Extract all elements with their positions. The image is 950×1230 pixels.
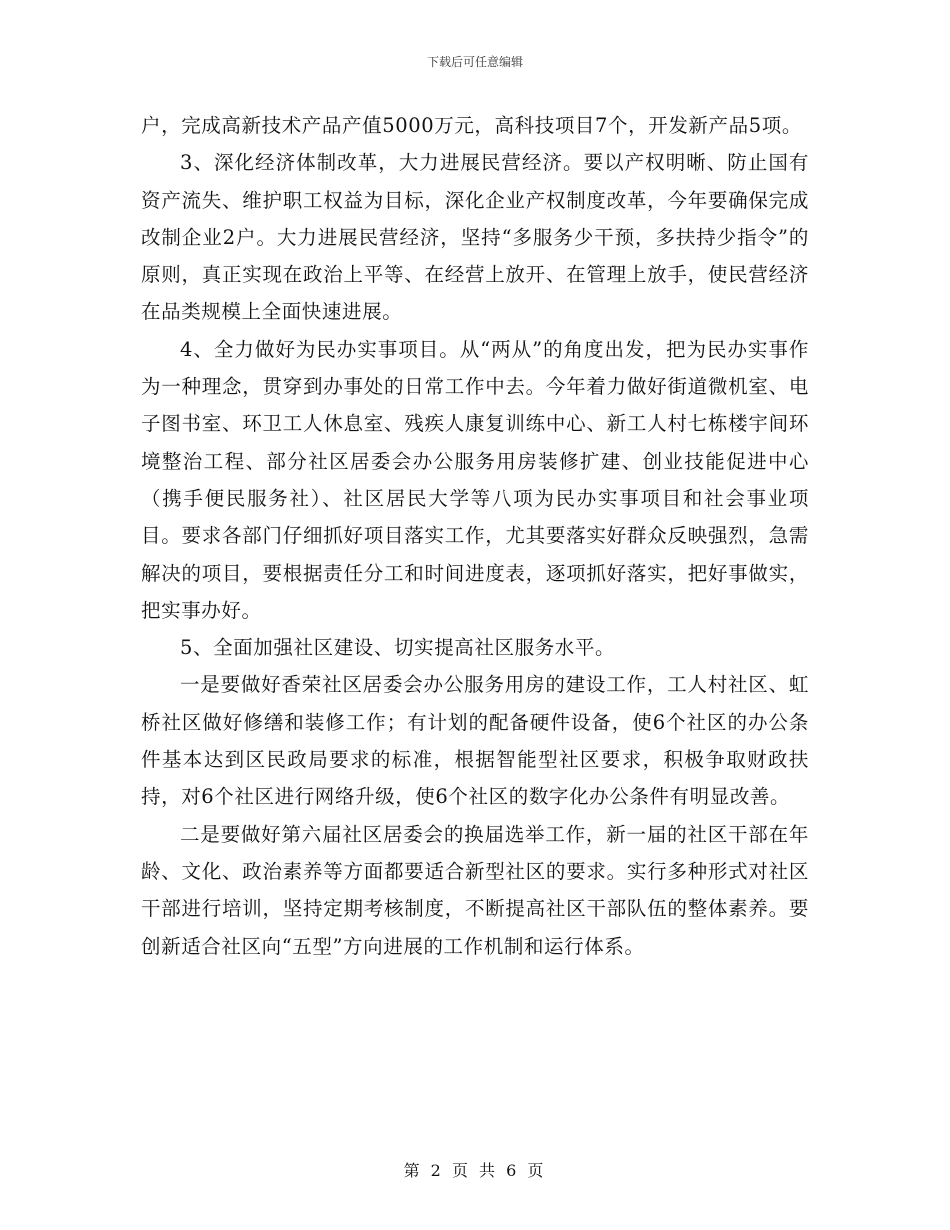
- paragraph-5: 一是要做好香荣社区居委会办公服务用房的建设工作，工人村社区、虹桥社区做好修缮和装修工作；有计划的配备硬件设备，使6个社区的办公条件基本达到区民政局要求的标准，根据智能型社区要求，积极争取财政扶持，对6个社区进行网络升级，使6个社区的数字化办公条件有明显改善。: [141, 673, 809, 809]
- page-number-footer: 第 2 页 共 6 页: [403, 1161, 547, 1180]
- paragraph-1: 户，完成高新技术产品产值5000万元，高科技项目7个，开发新产品5项。: [141, 114, 802, 137]
- document-body: [141, 107, 809, 965]
- page-header-note: 下载后可任意编辑: [426, 55, 523, 69]
- paragraph-6: 二是要做好第六届社区居委会的换届选举工作，新一届的社区干部在年龄、文化、政治素养等方面都要适合新型社区的要求。实行多种形式对社区干部进行培训，坚持定期考核制度，不断提高社区干部队伍的整体素养。要创新适合社区向“五型”方向进展的工作机制和运行体系。: [141, 822, 809, 958]
- paragraph-4: 5、全面加强社区建设、切实提高社区服务水平。: [180, 636, 616, 660]
- paragraph-3: 4、全力做好为民办实事项目。从“两从”的角度出发，把为民办实事作为一种理念，贯穿到办事处的日常工作中去。今年着力做好街道微机室、电子图书室、环卫工人休息室、残疾人康复训练中心、新工人村七栋楼宇间环境整治工程、部分社区居委会办公服务用房装修扩建、创业技能促进中心（携手便民服务社）、社区居民大学等八项为民办实事项目和社会事业项目。要求各部门仔细抓好项目落实工作，尤其要落实好群众反映强烈，急需解决的项目，要根据责任分工和时间进度表，逐项抓好落实，把好事做实，把实事办好。: [141, 337, 809, 622]
- paragraph-2: 3、深化经济体制改革，大力进展民营经济。要以产权明晰、防止国有资产流失、维护职工权益为目标，深化企业产权制度改革，今年要确保完成改制企业2户。大力进展民营经济，坚持“多服务少干预，多扶持少指令”的原则，真正实现在政治上平等、在经营上放开、在管理上放手，使民营经济在品类规模上全面快速进展。: [141, 151, 809, 324]
